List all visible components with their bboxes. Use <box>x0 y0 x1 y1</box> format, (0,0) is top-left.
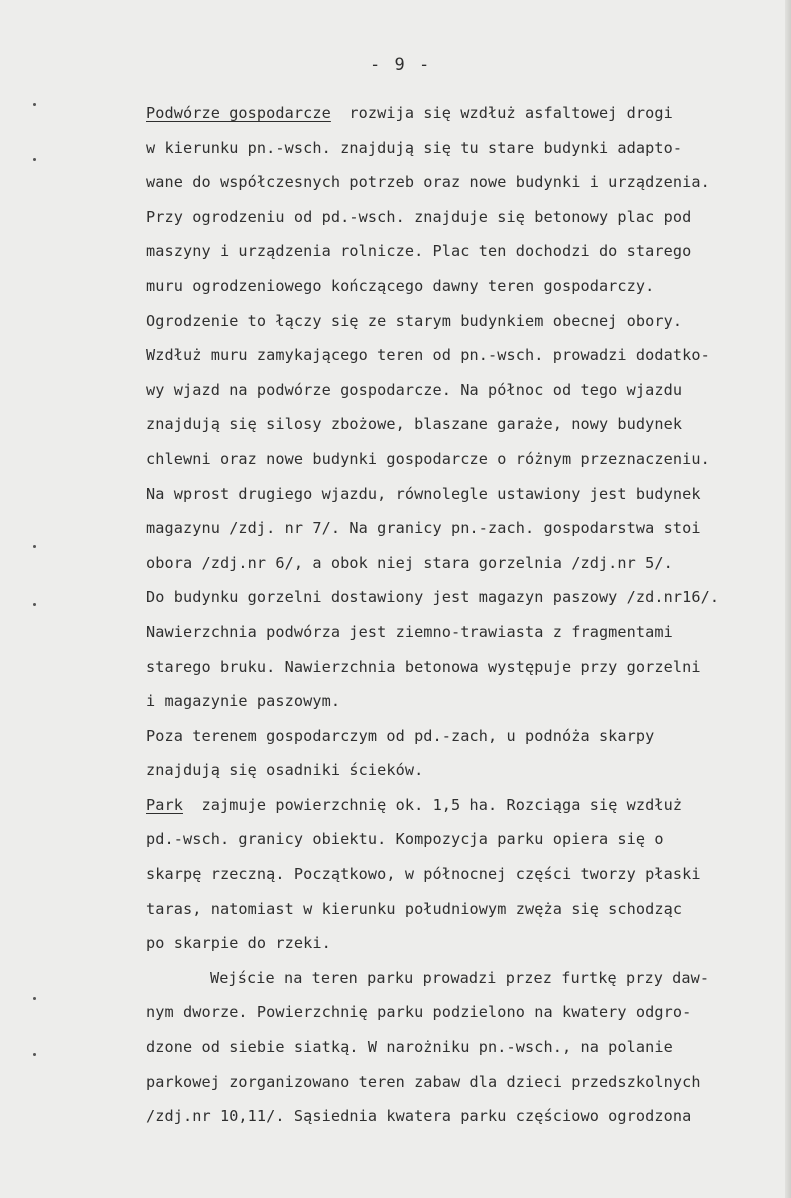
line-text: zajmuje powierzchnię ok. 1,5 ha. Rozciąga się wzdłuż <box>182 795 683 814</box>
text-line <box>146 926 790 961</box>
line-text: i magazynie paszowym. <box>146 692 341 711</box>
margin-speck <box>33 545 36 548</box>
text-line <box>146 788 790 823</box>
line-text: wy wjazd na podwórze gospodarcze. Na północ od tego wjazdu <box>146 380 683 399</box>
line-text: maszyny i urządzenia rolnicze. Plac ten dochodzi do starego <box>146 242 692 261</box>
line-text: Na wprost drugiego wjazdu, równolegle ustawiony jest budynek <box>146 484 701 503</box>
page-number: - 9 - <box>370 55 432 75</box>
line-text: chlewni oraz nowe budynki gospodarcze o różnym przeznaczeniu. <box>146 449 710 468</box>
line-text: obora /zdj.nr 6/, a obok niej stara gorzelnia /zdj.nr 5/. <box>146 553 673 572</box>
line-text: magazynu /zdj. nr 7/. Na granicy pn.-zach. gospodarstwa stoi <box>146 519 701 538</box>
line-text: rozwija się wzdłuż asfaltowej drogi <box>330 104 673 122</box>
text-line <box>146 1030 790 1065</box>
line-text: Poza terenem gospodarczym od pd.-zach, u podnóża skarpy <box>146 726 655 745</box>
text-line <box>146 615 790 650</box>
line-text: Do budynku gorzelni dostawiony jest magazyn paszowy /zd.nr16/. <box>146 588 720 607</box>
text-line <box>146 753 790 788</box>
line-text: wane do współczesnych potrzeb oraz nowe budynki i urządzenia. <box>146 173 710 192</box>
line-text: /zdj.nr 10,11/. Sąsiednia kwatera parku częściowo ogrodzona <box>146 1107 692 1126</box>
line-text: po skarpie do rzeki. <box>146 934 331 953</box>
line-text: Wzdłuż muru zamykającego teren od pn.-wsch. prowadzi dodatko- <box>146 346 710 365</box>
text-line <box>146 477 790 512</box>
text-line <box>146 304 790 339</box>
line-text: skarpę rzeczną. Początkowo, w północnej części tworzy płaski <box>146 865 701 884</box>
line-text: w kierunku pn.-wsch. znajdują się tu stare budynki adapto- <box>146 138 683 157</box>
text-line <box>146 200 790 235</box>
text-line <box>146 269 790 304</box>
text-line <box>146 165 790 200</box>
section-heading: Podwórze gospodarcze <box>146 104 331 122</box>
text-line <box>146 96 790 131</box>
line-text: Przy ogrodzeniu od pd.-wsch. znajduje się betonowy plac pod <box>146 207 692 226</box>
text-line <box>146 131 790 166</box>
line-text: taras, natomiast w kierunku południowym zwęża się schodząc <box>146 899 683 918</box>
text-line <box>146 1065 790 1100</box>
margin-speck <box>33 158 36 161</box>
text-line <box>146 442 790 477</box>
text-line <box>146 857 790 892</box>
typewritten-text <box>146 96 790 1134</box>
line-text: Nawierzchnia podwórza jest ziemno-trawiasta z fragmentami <box>146 622 673 641</box>
line-text: Ogrodzenie to łączy się ze starym budynkiem obecnej obory. <box>146 311 683 330</box>
text-line <box>146 338 790 373</box>
line-text: Wejście na teren parku prowadzi przez furtkę przy daw- <box>210 968 710 987</box>
text-line <box>146 650 790 685</box>
text-line <box>146 822 790 857</box>
line-text: pd.-wsch. granicy obiektu. Kompozycja parku opiera się o <box>146 830 664 849</box>
text-line <box>146 407 790 442</box>
line-text: znajdują się silosy zbożowe, blaszane garaże, nowy budynek <box>146 415 683 434</box>
margin-speck <box>33 603 36 606</box>
line-text: znajdują się osadniki ścieków. <box>146 761 424 780</box>
text-line <box>146 961 790 996</box>
line-text: starego bruku. Nawierzchnia betonowa występuje przy gorzelni <box>146 657 701 676</box>
text-line <box>146 684 790 719</box>
text-line <box>146 373 790 408</box>
text-line <box>146 995 790 1030</box>
text-line <box>146 234 790 269</box>
margin-speck <box>33 103 36 106</box>
section-heading: Park <box>146 795 183 814</box>
line-text: dzone od siebie siatką. W narożniku pn.-wsch., na polanie <box>146 1038 673 1057</box>
margin-speck <box>33 1053 36 1056</box>
margin-speck <box>33 997 36 1000</box>
line-text: nym dworze. Powierzchnię parku podzielono na kwatery odgro- <box>146 1003 692 1022</box>
text-line <box>146 892 790 927</box>
line-text: muru ogrodzeniowego kończącego dawny teren gospodarczy. <box>146 276 655 295</box>
text-line <box>146 511 790 546</box>
text-line <box>146 1099 790 1134</box>
line-text: parkowej zorganizowano teren zabaw dla dzieci przedszkolnych <box>146 1072 701 1091</box>
text-line <box>146 580 790 615</box>
text-line <box>146 719 790 754</box>
text-line <box>146 546 790 581</box>
